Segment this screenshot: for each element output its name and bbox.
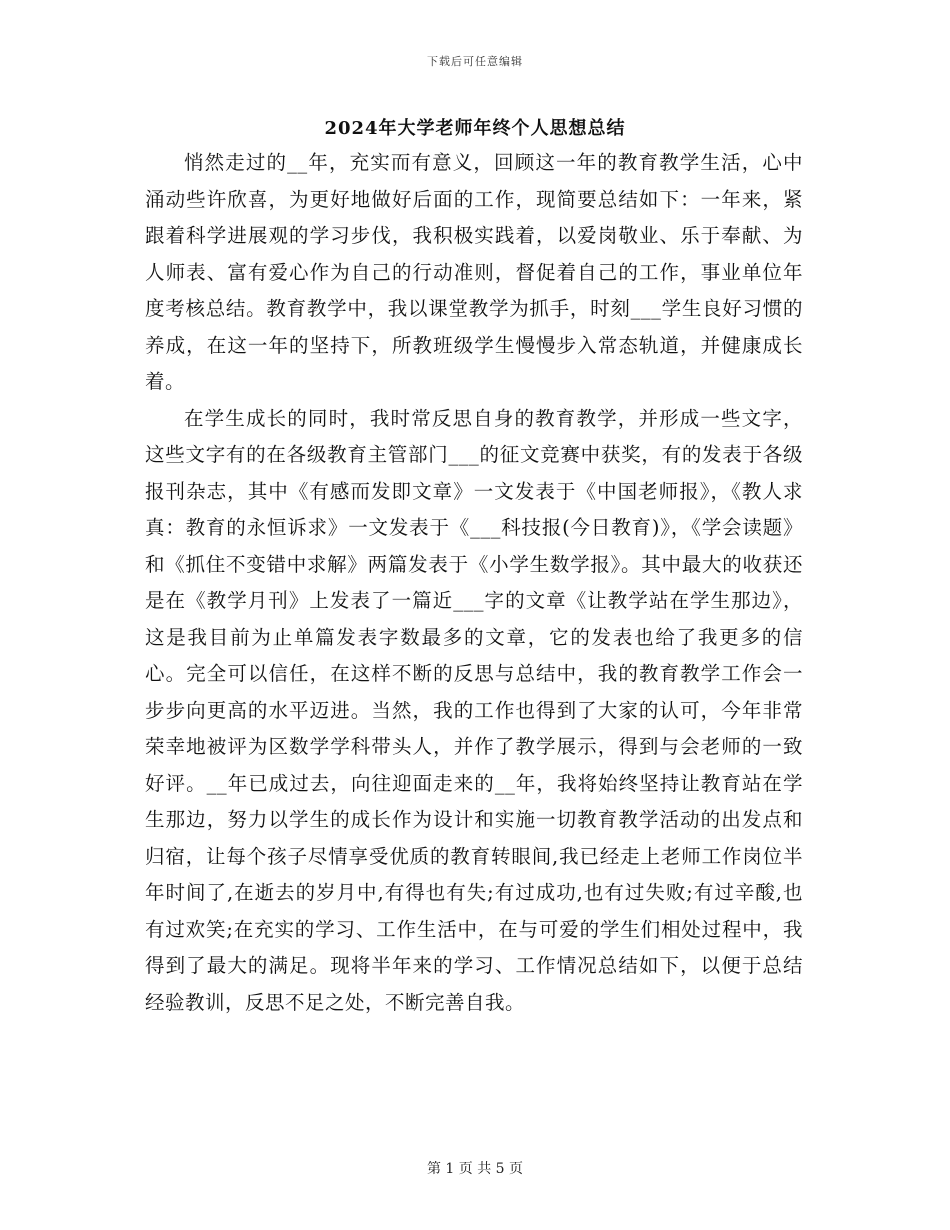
page-header-note: 下载后可任意编辑: [427, 55, 523, 68]
document-body: [145, 145, 803, 1021]
paragraph-2: 在学生成长的同时，我时常反思自身的教育教学，并形成一些文字，这些文字有的在各级教育主管部门___的征文竞赛中获奖，有的发表于各级报刊杂志，其中《有感而发即文章》一文发表于《中国老师报》，《教人求真：教育的永恒诉求》一文发表于《___科技报(今日教育)》，《学会读题》和《抓住不变错中求解》两篇发表于《小学生数学报》。其中最大的收获还是在《教学月刊》上发表了一篇近___字的文章《让教学站在学生那边》，这是我目前为止单篇发表字数最多的文章，它的发表也给了我更多的信心。完全可以信任，在这样不断的反思与总结中，我的教育教学工作会一步步向更高的水平迈进。当然，我的工作也得到了大家的认可，今年非常荣幸地被评为区数学学科带头人，并作了教学展示，得到与会老师的一致好评。__年已成过去，向往迎面走来的__年，我将始终坚持让教育站在学生那边，努力以学生的成长作为设计和实施一切教育教学活动的出发点和归宿，让每个孩子尽情享受优质的教育转眼间,我已经走上老师工作岗位半年时间了,在逝去的岁月中,有得也有失;有过成功,也有过失败;有过辛酸,也有过欢笑;在充实的学习、工作生活中，在与可爱的学生们相处过程中，我得到了最大的满足。现将半年来的学习、工作情况总结如下，以便于总结经验教训，反思不足之处，不断完善自我。: [145, 406, 803, 1014]
paragraph-1: 悄然走过的__年，充实而有意义，回顾这一年的教育教学生活，心中涌动些许欣喜，为更好地做好后面的工作，现简要总结如下：一年来，紧跟着科学进展观的学习步伐，我积极实践着，以爱岗敬业、乐于奉献、为人师表、富有爱心作为自己的行动准则，督促着自己的工作，事业单位年度考核总结。教育教学中，我以课堂教学为抓手，时刻___学生良好习惯的养成，在这一年的坚持下，所教班级学生慢慢步入常态轨道，并健康成长着。: [145, 151, 803, 393]
page-number: 第 1 页 共 5 页: [426, 1161, 524, 1177]
document-title: 2024年大学老师年终个人思想总结: [324, 118, 626, 139]
